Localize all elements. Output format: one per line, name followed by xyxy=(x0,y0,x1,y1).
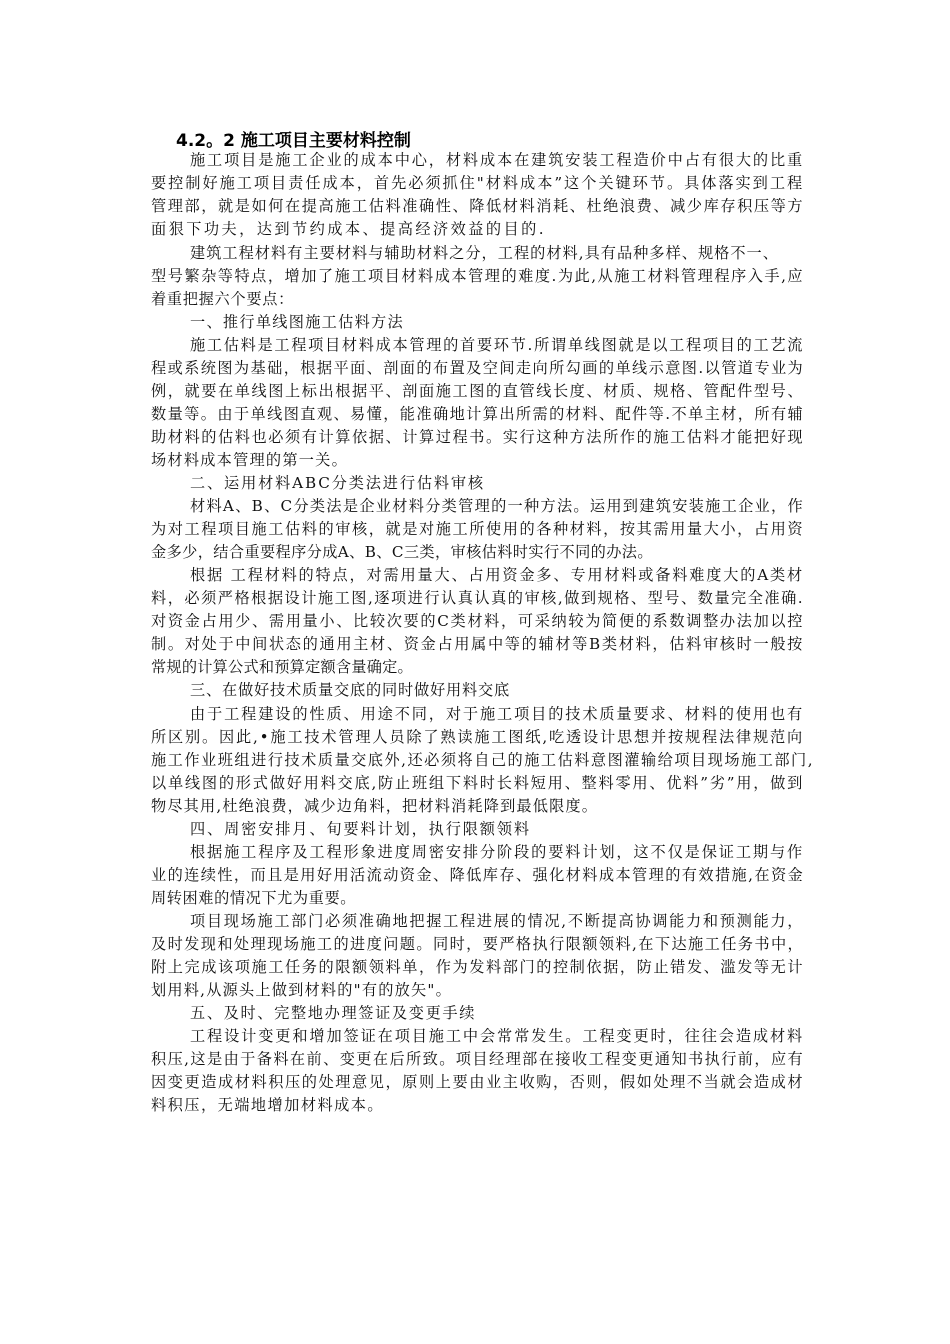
text-line: 由于工程建设的性质、用途不同，对于施工项目的技术质量要求、材料的使用也有 xyxy=(190,705,805,723)
text-line: 业的连续性，而且是用好用活流动资金、降低库存、强化材料成本管理的有效措施,在资金 xyxy=(151,866,805,884)
text-line: 项目现场施工部门必须准确地把握工程进展的情况,不断提高协调能力和预测能力， xyxy=(190,912,805,930)
text-line: 划用料,从源头上做到材料的"有的放矢"。 xyxy=(151,981,452,999)
text-line: 施工作业班组进行技术质量交底外,还必须将自己的施工估料意图灌输给项目现场施工部门, xyxy=(151,751,815,769)
text-line: 积压,这是由于备料在前、变更在后所致。项目经理部在接收工程变更通知书执行前，应有 xyxy=(151,1050,805,1068)
text-line: 要控制好施工项目责任成本，首先必须抓住"材料成本”这个关键环节。具体落实到工程 xyxy=(151,174,805,192)
text-line: 根据 工程材料的特点，对需用量大、占用资金多、专用材料或备料难度大的A类材 xyxy=(190,566,804,584)
text-line: 物尽其用,杜绝浪费，减少边角料，把材料消耗降到最低限度。 xyxy=(151,797,599,815)
text-line: 建筑工程材料有主要材料与辅助材料之分，工程的材料,具有品种多样、规格不一、 xyxy=(190,244,779,262)
text-line: 材料A、B、C分类法是企业材料分类管理的一种方法。运用到建筑安装施工企业，作 xyxy=(190,497,804,515)
text-line: 程或系统图为基础，根据平面、剖面的布置及空间走向所勾画的单线示意图.以管道专业为 xyxy=(151,359,805,377)
text-line: 周转困难的情况下尤为重要。 xyxy=(151,889,356,907)
text-line: 五、及时、完整地办理签证及变更手续 xyxy=(190,1004,477,1022)
text-line: 数量等。由于单线图直观、易懂，能准确地计算出所需的材料、配件等.不单主材，所有辅 xyxy=(151,405,805,423)
text-line: 三、在做好技术质量交底的同时做好用料交底 xyxy=(190,681,510,699)
text-line: 所区别。因此,•施工技术管理人员除了熟读施工图纸,吃透设计思想并按规程法律规范向 xyxy=(151,728,804,746)
text-line: 工程设计变更和增加签证在项目施工中会常常发生。工程变更时，往往会造成材料 xyxy=(190,1027,805,1045)
text-line: 着重把握六个要点： xyxy=(151,290,294,308)
text-line: 料积压，无端地增加材料成本。 xyxy=(151,1096,385,1114)
text-line: 施工项目是施工企业的成本中心，材料成本在建筑安装工程造价中占有很大的比重 xyxy=(190,151,805,169)
text-line: 四、周密安排月、旬要料计划，执行限额领料 xyxy=(190,820,531,838)
text-line: 管理部，就是如何在提高施工估料准确性、降低材料消耗、杜绝浪费、减少库存积压等方 xyxy=(151,197,805,215)
text-line: 料，必须严格根据设计施工图,逐项进行认真认真的审核,做到规格、型号、数量完全准确. xyxy=(151,589,805,607)
text-line: 根据施工程序及工程形象进度周密安排分阶段的要料计划，这不仅是保证工期与作 xyxy=(190,843,805,861)
text-line: 制。对处于中间状态的通用主材、资金占用属中等的辅材等B类材料，估料审核时一般按 xyxy=(151,635,805,653)
text-line: 型号繁杂等特点，增加了施工项目材料成本管理的难度.为此,从施工材料管理程序入手,应 xyxy=(151,267,805,285)
text-line: 例，就要在单线图上标出根据平、剖面施工图的直管线长度、材质、规格、管配件型号、 xyxy=(151,382,805,400)
text-line: 二、运用材料ABC分类法进行估料审核 xyxy=(190,474,485,492)
text-line: 场材料成本管理的第一关。 xyxy=(151,451,349,469)
text-line: 附上完成该项施工任务的限额领料单，作为发料部门的控制依据，防止错发、滥发等无计 xyxy=(151,958,805,976)
text-line: 为对工程项目施工估料的审核，就是对施工所使用的各种材料，按其需用量大小，占用资 xyxy=(151,520,805,538)
text-line: 一、推行单线图施工估料方法 xyxy=(190,313,404,331)
text-line: 金多少，结合重要程序分成A、B、C三类，审核估料时实行不同的办法。 xyxy=(151,543,653,561)
text-line: 面狠下功夫，达到节约成本、提高经济效益的目的. xyxy=(151,220,547,238)
text-line: 因变更造成材料积压的处理意见，原则上要由业主收购，否则，假如处理不当就会造成材 xyxy=(151,1073,805,1091)
text-line: 常规的计算公式和预算定额含量确定。 xyxy=(151,658,413,676)
text-line: 助材料的估料也必须有计算依据、计算过程书。实行这种方法所作的施工估料才能把好现 xyxy=(151,428,805,446)
text-line: 及时发现和处理现场施工的进度问题。同时，要严格执行限额领料,在下达施工任务书中， xyxy=(151,935,805,953)
text-line: 以单线图的形式做好用料交底,防止班组下料时长料短用、整料零用、优料”劣”用，做到 xyxy=(151,774,805,792)
text-line: 对资金占用少、需用量小、比较次要的C类材料，可采纳较为简便的系数调整办法加以控 xyxy=(151,612,805,630)
section-heading: 4.2。2 施工项目主要材料控制 xyxy=(176,131,411,151)
text-line: 施工估料是工程项目材料成本管理的首要环节.所谓单线图就是以工程项目的工艺流 xyxy=(190,336,805,354)
